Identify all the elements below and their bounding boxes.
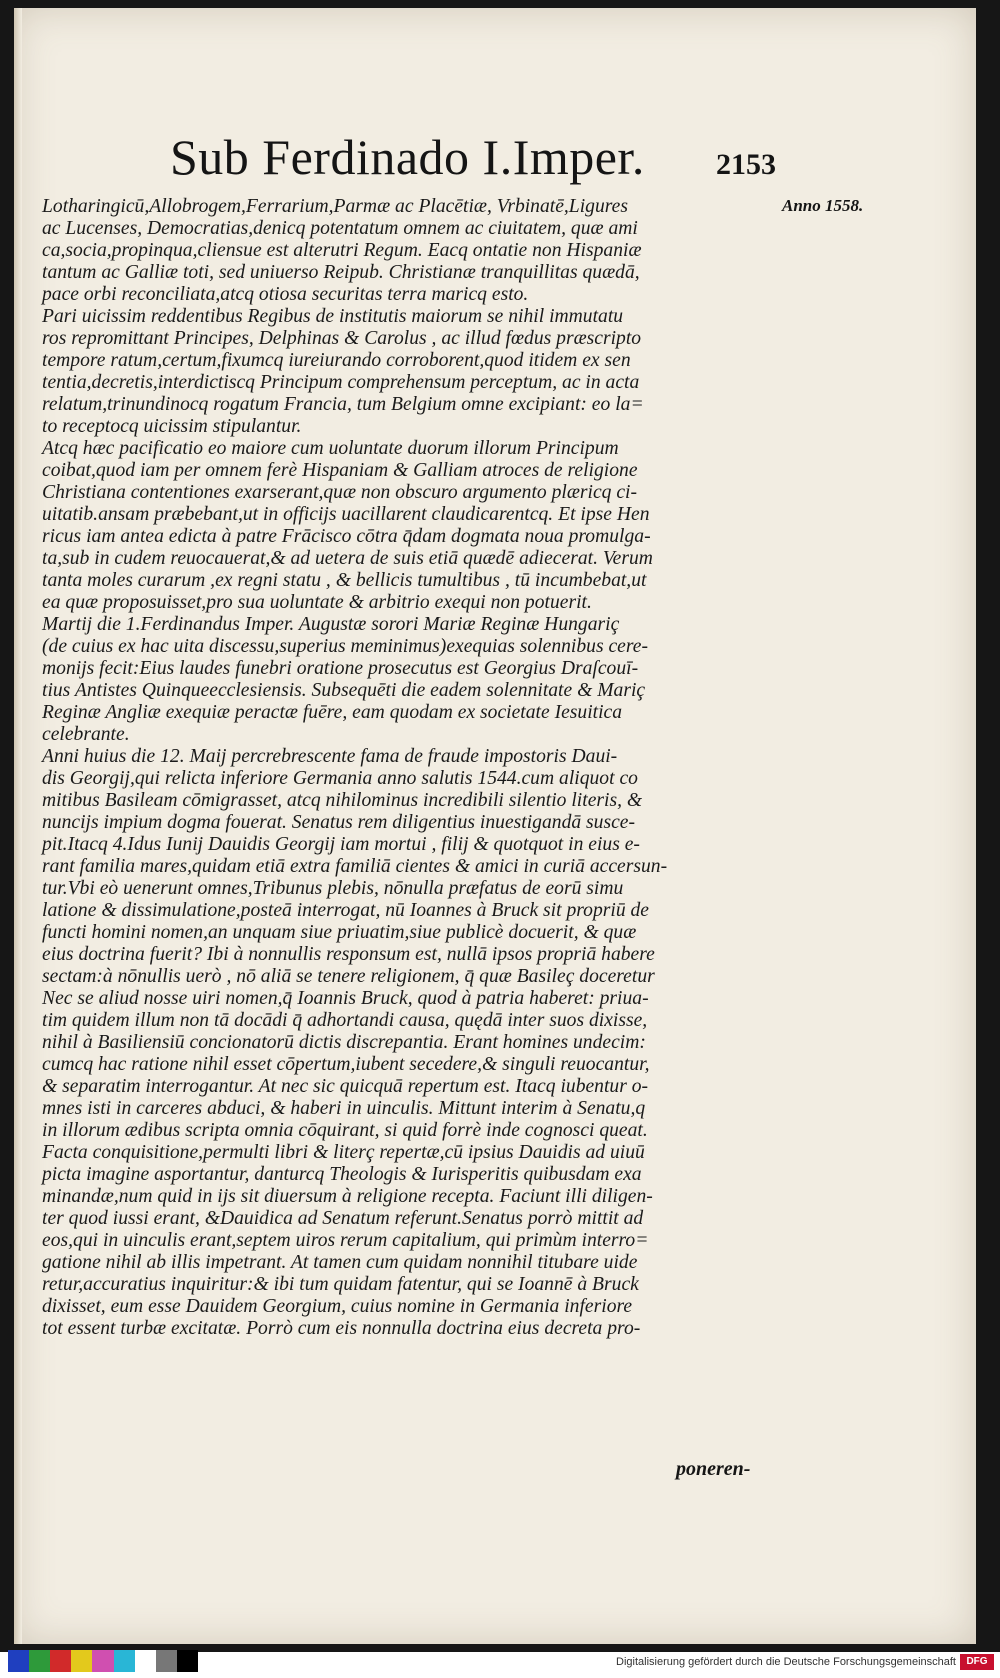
text-line: cumcq hac ratione nihil esset cōpertum,iubent secedere,& singuli reuocantur, xyxy=(42,1054,650,1075)
text-line: sectam:à nōnullis uerò , nō aliā se tenere religionem, q̄ quæ Basileç doceretur xyxy=(42,966,655,987)
text-line: Atcq hæc pacificatio eo maiore cum uoluntate duorum illorum Principum xyxy=(42,438,619,459)
text-line: Christiana contentiones exarserant,quæ non obscuro argumento plæricq ci- xyxy=(42,482,638,503)
text-line: tot essent turbæ excitatæ. Porrò cum eis nonnulla doctrina eius decreta pro- xyxy=(42,1318,641,1339)
text-line: ca,socia,propinqua,cliensue est alterutri Regum. Eacq ontatie non Hispaniæ xyxy=(42,240,642,261)
text-line: gatione nihil ab illis impetrant. At tamen cum quidam nonnihil titubare uide xyxy=(42,1252,638,1273)
digitization-credit: Digitalisierung gefördert durch die Deutsche Forschungsgemeinschaft xyxy=(616,1656,956,1668)
text-line: tentia,decretis,interdictiscq Principum comprehensum perceptum, ac in acta xyxy=(42,372,640,393)
text-line: to receptocq uicissim stipulantur. xyxy=(42,416,302,437)
catchword: poneren- xyxy=(676,1458,751,1480)
text-line: nihil à Basiliensiū concionatorū dictis discrepantia. Erant homines undecim: xyxy=(42,1032,646,1053)
text-line: mnes isti in carceres abduci, & haberi in uinculis. Mittunt interim à Senatu,q xyxy=(42,1098,646,1119)
text-line: nuncijs impium dogma fouerat. Senatus rem diligentius inuestigandā susce- xyxy=(42,812,636,833)
text-line: tim quidem illum non tā docādi q̄ adhortandi causa, quędā inter suos dixisse, xyxy=(42,1010,648,1031)
text-line: eos,qui in uinculis erant,septem uiros rerum capitalium, qui primùm interro= xyxy=(42,1230,649,1251)
color-swatch xyxy=(29,1650,50,1672)
text-line: ros repromittant Principes, Delphinas & Carolus , ac illud fœdus præscripto xyxy=(42,328,642,349)
color-swatch xyxy=(71,1650,92,1672)
page-number: 2153 xyxy=(716,148,776,181)
text-line: Martij die 1.Ferdinandus Imper. Augustæ sorori Mariæ Reginæ Hungariç xyxy=(42,614,620,635)
color-swatch xyxy=(92,1650,113,1672)
text-line: tanta moles curarum ,ex regni statu , & bellicis tumultibus , tū incumbebat,ut xyxy=(42,570,647,591)
text-line: mitibus Basileam cōmigrasset, atcq nihilominus incredibili silentio literis, & xyxy=(42,790,643,811)
page-gutter-shadow xyxy=(14,8,22,1644)
text-line: picta imagine asportantur, danturcq Theologis & Iurisperitis quibusdam exa xyxy=(42,1164,642,1185)
margin-note-year: Anno 1558. xyxy=(782,196,864,215)
text-line: tempore ratum,certum,fixumcq iureiurando corroborent,quod itidem ex sen xyxy=(42,350,631,371)
text-line: pace orbi reconciliata,atcq otiosa securitas terra maricq esto. xyxy=(42,284,529,305)
text-line: Facta conquisitione,permulti libri & literç repertæ,cū ipsius Dauidis ad uiuū xyxy=(42,1142,645,1163)
color-calibration-bar xyxy=(8,1650,198,1672)
text-line: Reginæ Angliæ exequiæ peractæ fuēre, eam quodam ex societate Iesuitica xyxy=(42,702,623,723)
color-swatch xyxy=(135,1650,156,1672)
text-line: tur.Vbi eò uenerunt omnes,Tribunus plebis, nōnulla præfatus de eorū simu xyxy=(42,878,624,899)
text-line: latione & dissimulatione,posteā interrogat, nū Ioannes à Bruck sit propriū de xyxy=(42,900,650,921)
color-swatch xyxy=(177,1650,198,1672)
text-line: dixisset, eum esse Dauidem Georgium, cuius nomine in Germania inferiore xyxy=(42,1296,633,1317)
dfg-logo: DFG xyxy=(960,1654,994,1670)
text-line: Lotharingicū,Allobrogem,Ferrarium,Parmæ ac Placētiæ, Vrbinatē,Ligures xyxy=(42,196,628,217)
text-line: relatum,trinundinocq rogatum Francia, tum Belgium omne excipiant: eo la= xyxy=(42,394,644,415)
text-line: rant familia mares,quidam etiā extra familiā cientes & amici in curiā accersun- xyxy=(42,856,668,877)
color-swatch xyxy=(8,1650,29,1672)
body-text xyxy=(42,196,778,1340)
text-line: eius doctrina fuerit? Ibi à nonnullis responsum est, nullā ipsos propriā habere xyxy=(42,944,655,965)
text-line: ac Lucenses, Democratias,denicq potentatum omnem ac ciuitatem, quæ ami xyxy=(42,218,638,239)
text-line: & separatim interrogantur. At nec sic quicquā repertum est. Itacq iubentur o- xyxy=(42,1076,649,1097)
text-line: tantum ac Galliæ toti, sed uniuerso Reipub. Christianæ tranquillitas quædā, xyxy=(42,262,640,283)
text-line: Pari uicissim reddentibus Regibus de institutis maiorum se nihil immutatu xyxy=(42,306,624,327)
text-line: tius Antistes Quinqueecclesiensis. Subsequēti die eadem solennitate & Mariç xyxy=(42,680,646,701)
text-line: uitatib.ansam præbebant,ut in officijs uacillarent claudicarentcq. Et ipse Hen xyxy=(42,504,650,525)
text-line: ta,sub in cudem reuocauerat,& ad uetera de suis etiā quædē adiecerat. Verum xyxy=(42,548,653,569)
color-swatch xyxy=(50,1650,71,1672)
text-line: monijs fecit:Eius laudes funebri oratione prosecutus est Georgius Draſcouī- xyxy=(42,658,639,679)
text-line: retur,accuratius inquiritur:& ibi tum quidam fatentur, qui se Ioannē à Bruck xyxy=(42,1274,639,1295)
text-line: ricus iam antea edicta à patre Frācisco cōtra q̄dam dogmata noua promulga- xyxy=(42,526,651,547)
text-line: in illorum ædibus scripta omnia cōquirant, si quid forrè inde cognosci queat. xyxy=(42,1120,648,1141)
color-swatch xyxy=(114,1650,135,1672)
text-line: Nec se aliud nosse uiri nomen,q̄ Ioannis Bruck, quod à patria haberet: priua- xyxy=(42,988,649,1009)
text-line: coibat,quod iam per omnem ferè Hispaniam & Galliam atroces de religione xyxy=(42,460,638,481)
text-line: Anni huius die 12. Maij percrebrescente fama de fraude impostoris Daui- xyxy=(42,746,618,767)
text-line: ter quod iussi erant, &Dauidica ad Senatum referunt.Senatus porrò mittit ad xyxy=(42,1208,644,1229)
text-line: functi homini nomen,an unquam siue priuatim,siue publicè docuerit, & quæ xyxy=(42,922,637,943)
text-line: minandæ,num quid in ijs sit diuersum à religione recepta. Faciunt illi diligen- xyxy=(42,1186,653,1207)
text-line: dis Georgij,qui relicta inferiore Germania anno salutis 1544.cum aliquot co xyxy=(42,768,638,789)
text-line: celebrante. xyxy=(42,724,130,745)
color-swatch xyxy=(156,1650,177,1672)
running-head: Sub Ferdinado I.Imper. xyxy=(170,129,645,185)
text-line: ea quæ proposuisset,pro sua uoluntate & arbitrio exequi non potuerit. xyxy=(42,592,592,613)
text-line: pit.Itacq 4.Idus Iunij Dauidis Georgij iam mortui , filij & quotquot in eius e- xyxy=(42,834,640,855)
text-line: (de cuius ex hac uita discessu,superius meminimus)exequias solennibus cere- xyxy=(42,636,648,657)
